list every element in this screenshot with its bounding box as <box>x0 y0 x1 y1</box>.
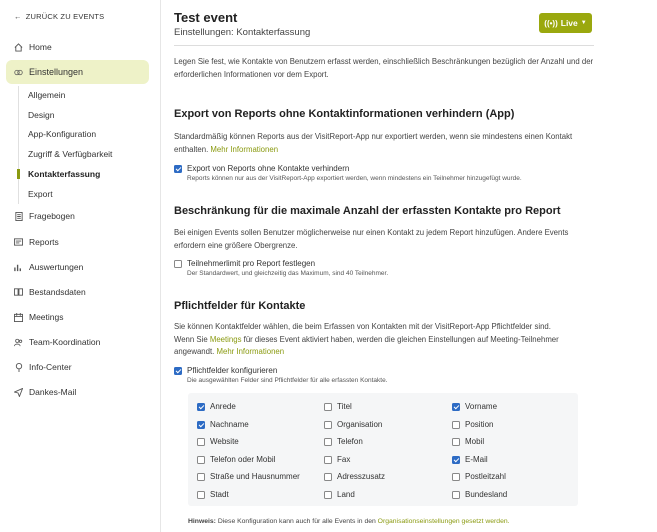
field-option[interactable] <box>197 490 229 499</box>
field-label: Straße und Hausnummer <box>210 472 300 481</box>
field-label: Adresszusatz <box>337 472 386 481</box>
field-option[interactable] <box>452 437 484 446</box>
section-title-export: Export von Reports ohne Kontaktinformationen verhindern (App) <box>174 108 515 120</box>
active-subnav-marker <box>17 169 20 179</box>
team-icon <box>14 338 23 347</box>
nav-label: Bestandsdaten <box>29 287 86 297</box>
field-label: Organisation <box>337 419 383 429</box>
field-label: Mobil <box>465 437 485 446</box>
field-label: Stadt <box>210 489 229 499</box>
nav-label: Dankes-Mail <box>29 387 77 397</box>
checkbox-row-required-fields[interactable] <box>174 366 388 384</box>
required-fields-checkbox[interactable] <box>174 367 182 375</box>
checkbox-help: Der Standardwert, und gleichzeitig das Maximum, sind 40 Teilnehmer. <box>187 270 389 277</box>
chart-icon <box>14 263 23 272</box>
subnav-line <box>18 86 19 204</box>
nav-item-home[interactable] <box>14 42 52 52</box>
field-option[interactable] <box>452 472 506 481</box>
nav-label: Auswertungen <box>29 262 84 272</box>
nav-item-team-koordination[interactable] <box>14 337 100 347</box>
more-info-link[interactable]: Mehr Informationen <box>216 347 285 356</box>
field-label: Titel <box>337 402 352 411</box>
field-checkbox[interactable] <box>324 456 332 464</box>
field-label: Postleitzahl <box>465 472 506 481</box>
required-fields-grid <box>188 393 578 506</box>
field-label: Position <box>465 419 494 429</box>
hint-bold: Hinweis: <box>188 518 216 525</box>
checkbox-label: Export von Reports ohne Kontakte verhindern <box>187 164 350 173</box>
back-label: ZURÜCK ZU EVENTS <box>25 12 105 21</box>
field-option[interactable] <box>452 402 497 411</box>
page-subtitle: Einstellungen: Kontakterfassung <box>174 27 311 38</box>
calendar-icon <box>14 313 23 322</box>
field-label: Fax <box>337 454 351 464</box>
checkbox-help: Reports können nur aus der VisitReport-App exportiert werden, wenn mindestens ein Teilnehmer hinzugefügt wurde. <box>187 175 522 182</box>
section-text-limit: Bei einigen Events sollen Benutzer möglicherweise nur einen Kontakt zu jedem Report hinzufügen. Andere Events erfordern eine größere Obergrenze. <box>174 228 569 250</box>
meetings-link[interactable]: Meetings <box>209 334 242 344</box>
field-checkbox[interactable] <box>324 438 332 446</box>
book-icon <box>14 288 23 297</box>
live-status-button[interactable] <box>539 13 592 33</box>
field-checkbox[interactable] <box>197 403 205 411</box>
field-option[interactable] <box>452 455 488 464</box>
field-label: Website <box>210 437 239 446</box>
back-to-events-link[interactable] <box>14 12 104 21</box>
participant-limit-checkbox[interactable] <box>174 260 182 268</box>
subnav-item-design[interactable]: Design <box>28 110 55 120</box>
nav-label: Fragebogen <box>29 211 75 221</box>
broadcast-icon: ((•)) <box>544 18 558 28</box>
arrow-left-icon: ← <box>14 12 22 21</box>
checkbox-row-prevent-export[interactable] <box>174 164 522 182</box>
nav-label: Home <box>29 42 52 52</box>
nav-item-meetings[interactable] <box>14 312 64 322</box>
section-title-limit: Beschränkung für die maximale Anzahl der erfassten Kontakte pro Report <box>174 205 561 217</box>
nav-item-fragebogen[interactable] <box>14 211 75 221</box>
field-checkbox[interactable] <box>324 421 332 429</box>
nav-label: Team-Koordination <box>29 337 101 347</box>
field-checkbox[interactable] <box>452 456 460 464</box>
home-icon <box>14 43 23 52</box>
field-label: Land <box>337 489 355 499</box>
page-title: Test event <box>174 10 238 25</box>
nav-label: Reports <box>29 237 59 247</box>
text-line-a: Sie können Kontaktfelder wählen, die beim Erfassen von Kontakten mit der VisitReport-App Pflichtfelder sind. <box>174 322 551 331</box>
subnav-item-allgemein[interactable]: Allgemein <box>28 90 66 100</box>
send-icon <box>14 388 23 397</box>
field-label: Telefon <box>337 437 363 446</box>
header-divider <box>174 45 594 46</box>
field-label: Vorname <box>465 402 498 411</box>
text-line-c: angewandt. <box>174 347 215 356</box>
checkbox-row-participant-limit[interactable] <box>174 259 388 277</box>
field-checkbox[interactable] <box>197 473 205 481</box>
subnav-item-app-konfiguration[interactable]: App-Konfiguration <box>28 129 97 139</box>
field-option[interactable] <box>197 472 300 481</box>
nav-label: Info-Center <box>29 362 72 372</box>
field-checkbox[interactable] <box>452 491 460 499</box>
section-text-export <box>174 131 574 156</box>
text-b-suffix: für dieses Event aktiviert haben, werden die gleichen Einstellungen auf Meeting-Teilnehmer <box>241 334 559 344</box>
field-option[interactable] <box>324 437 363 446</box>
nav-item-auswertungen[interactable] <box>14 262 83 272</box>
field-label: Telefon oder Mobil <box>210 454 276 464</box>
subnav-item-zugriff[interactable]: Zugriff & Verfügbarkeit <box>28 149 113 159</box>
subnav-item-kontakterfassung[interactable]: Kontakterfassung <box>28 169 101 179</box>
field-label: Anrede <box>210 402 236 411</box>
org-settings-link[interactable]: Organisationseinstellungen gesetzt werden. <box>377 518 510 525</box>
field-option[interactable] <box>324 420 382 429</box>
hint-body: Diese Konfiguration kann auch für alle Events in den <box>215 518 378 525</box>
nav-item-dankes-mail[interactable] <box>14 387 76 397</box>
field-option[interactable] <box>197 437 239 446</box>
settings-icon <box>14 68 23 77</box>
chevron-down-icon: ▼ <box>580 20 587 26</box>
field-option[interactable] <box>324 455 350 464</box>
field-option[interactable] <box>452 420 493 429</box>
field-checkbox[interactable] <box>452 421 460 429</box>
nav-item-info-center[interactable] <box>14 362 72 372</box>
field-checkbox[interactable] <box>324 491 332 499</box>
field-option[interactable] <box>197 455 275 464</box>
field-label: Bundesland <box>465 489 508 499</box>
section-title-required: Pflichtfelder für Kontakte <box>174 300 306 312</box>
nav-label: Einstellungen <box>29 67 84 77</box>
section-text-required <box>174 321 594 359</box>
nav-item-einstellungen[interactable] <box>14 67 83 77</box>
field-option[interactable] <box>197 420 249 429</box>
nav-label: Meetings <box>29 312 64 322</box>
field-label: E-Mail <box>465 454 488 464</box>
section-text: Standardmäßig können Reports aus der VisitReport-App nur exportiert werden, wenn sie mindestens einen Kontakt enthalten. <box>174 132 573 154</box>
checkbox-label: Teilnehmerlimit pro Report festlegen <box>187 259 316 268</box>
checkbox-label: Pflichtfelder konfigurieren <box>187 366 278 375</box>
field-option[interactable] <box>324 490 355 499</box>
field-checkbox[interactable] <box>452 438 460 446</box>
field-option[interactable] <box>197 402 236 411</box>
subnav-item-export[interactable]: Export <box>28 189 53 199</box>
intro-text: Legen Sie fest, wie Kontakte von Benutzern erfasst werden, einschließlich Beschränkungen bezüglich der Anzahl und der erforderlichen Informationen vor dem Export. <box>174 57 594 79</box>
field-checkbox[interactable] <box>197 438 205 446</box>
field-option[interactable] <box>324 472 385 481</box>
form-icon <box>14 212 23 221</box>
field-checkbox[interactable] <box>452 473 460 481</box>
field-checkbox[interactable] <box>324 473 332 481</box>
nav-item-bestandsdaten[interactable] <box>14 287 86 297</box>
field-option[interactable] <box>452 490 507 499</box>
field-option[interactable] <box>324 402 352 411</box>
hint-text <box>188 518 510 525</box>
live-label: Live <box>560 18 578 28</box>
field-checkbox[interactable] <box>197 421 205 429</box>
prevent-export-checkbox[interactable] <box>174 165 182 173</box>
checkbox-help: Die ausgewählten Felder sind Pflichtfelder für alle erfassten Kontakte. <box>187 377 388 384</box>
field-checkbox[interactable] <box>324 403 332 411</box>
field-checkbox[interactable] <box>452 403 460 411</box>
field-label: Nachname <box>210 419 249 429</box>
pin-icon <box>14 363 23 372</box>
field-checkbox[interactable] <box>197 456 205 464</box>
field-checkbox[interactable] <box>197 491 205 499</box>
text-b-prefix: Wenn Sie <box>174 334 210 344</box>
reports-icon <box>14 238 23 247</box>
more-info-link[interactable]: Mehr Informationen <box>210 144 279 154</box>
sidebar <box>0 0 161 532</box>
nav-item-reports[interactable] <box>14 237 59 247</box>
